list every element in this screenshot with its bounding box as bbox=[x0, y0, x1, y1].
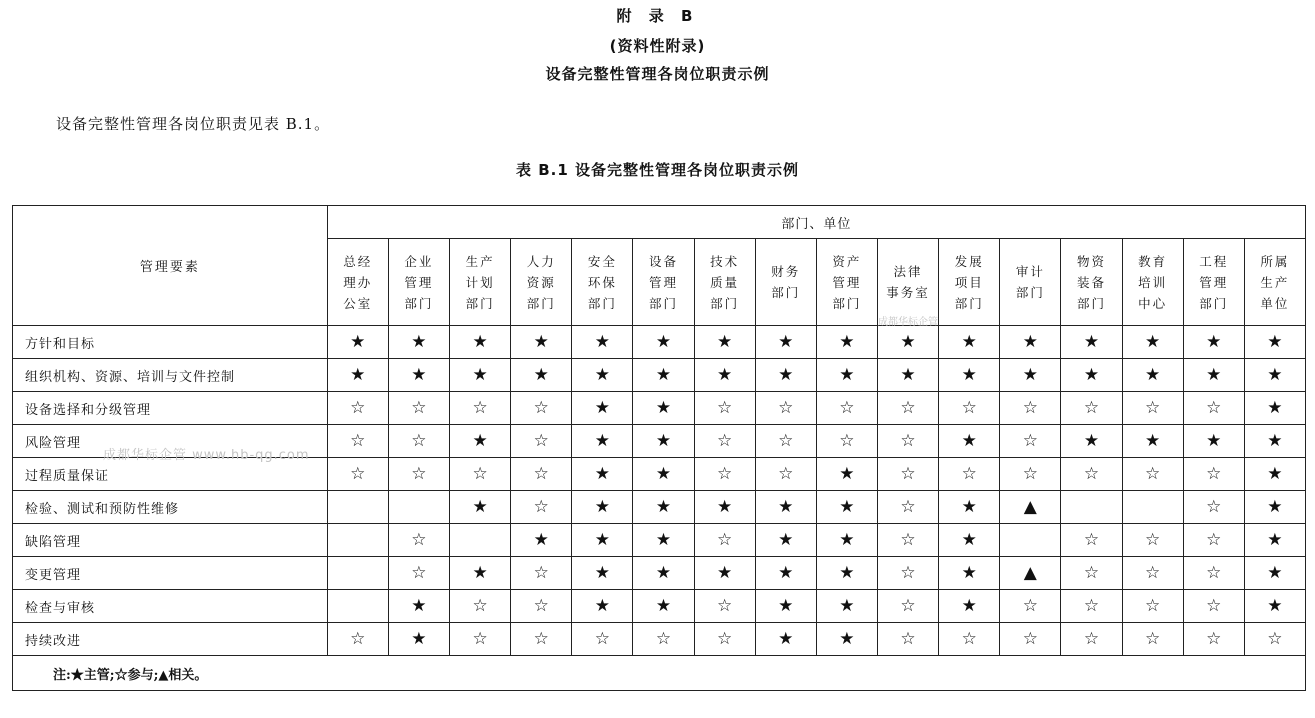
responsibility-cell: ☆ bbox=[1061, 392, 1122, 425]
table-note: 注:★主管;☆参与;▲相关。 bbox=[13, 656, 1306, 691]
responsibility-cell: ★ bbox=[939, 557, 1000, 590]
responsibility-cell: ☆ bbox=[1183, 458, 1244, 491]
responsibility-cell: ★ bbox=[816, 623, 877, 656]
department-header-line: 教育 bbox=[1138, 253, 1168, 269]
responsibility-cell: ☆ bbox=[877, 458, 938, 491]
responsibility-cell: ☆ bbox=[388, 392, 449, 425]
management-element-label: 缺陷管理 bbox=[13, 524, 328, 557]
responsibility-cell: ☆ bbox=[877, 557, 938, 590]
responsibility-cell: ★ bbox=[694, 557, 755, 590]
header-row-group bbox=[13, 206, 1306, 239]
department-header-line: 部门 bbox=[587, 295, 617, 311]
responsibility-cell: ★ bbox=[450, 557, 511, 590]
responsibility-cell: ☆ bbox=[877, 623, 938, 656]
responsibility-cell: ★ bbox=[755, 590, 816, 623]
responsibility-cell: ★ bbox=[572, 590, 633, 623]
responsibility-cell: ★ bbox=[511, 359, 572, 392]
responsibility-cell: ☆ bbox=[694, 623, 755, 656]
responsibility-cell: ☆ bbox=[1061, 524, 1122, 557]
table-row bbox=[13, 458, 1306, 491]
department-header-line: 事务室 bbox=[886, 285, 930, 300]
responsibility-cell: ★ bbox=[816, 359, 877, 392]
department-header-line: 中心 bbox=[1138, 295, 1168, 311]
responsibility-cell: ★ bbox=[939, 524, 1000, 557]
responsibility-cell: ☆ bbox=[450, 458, 511, 491]
department-header-line: 人力 bbox=[526, 253, 556, 269]
responsibility-cell: ★ bbox=[939, 491, 1000, 524]
department-header bbox=[1000, 239, 1061, 326]
department-header-line: 质量 bbox=[710, 274, 740, 290]
responsibility-cell: ★ bbox=[1244, 590, 1305, 623]
management-element-label: 变更管理 bbox=[13, 557, 328, 590]
responsibility-cell bbox=[388, 491, 449, 524]
responsibility-cell: ★ bbox=[388, 326, 449, 359]
department-header bbox=[877, 239, 938, 326]
responsibility-cell: ★ bbox=[633, 425, 694, 458]
responsibility-cell: ☆ bbox=[939, 392, 1000, 425]
table-row bbox=[13, 557, 1306, 590]
department-header-line: 环保 bbox=[587, 274, 617, 290]
responsibility-cell: ☆ bbox=[877, 425, 938, 458]
department-header-line: 单位 bbox=[1260, 295, 1290, 311]
responsibility-cell: ☆ bbox=[1061, 557, 1122, 590]
department-header-line: 部门 bbox=[1076, 295, 1106, 311]
responsibility-cell: ★ bbox=[388, 623, 449, 656]
responsibility-cell: ☆ bbox=[388, 425, 449, 458]
responsibility-cell: ☆ bbox=[755, 458, 816, 491]
responsibility-cell: ★ bbox=[633, 326, 694, 359]
responsibility-cell: ★ bbox=[572, 524, 633, 557]
responsibility-cell: ☆ bbox=[1183, 491, 1244, 524]
responsibility-cell: ★ bbox=[572, 425, 633, 458]
department-header-line: 计划 bbox=[465, 274, 495, 290]
responsibility-cell: ★ bbox=[694, 326, 755, 359]
department-header-line: 培训 bbox=[1138, 274, 1168, 290]
responsibility-cell: ★ bbox=[1244, 524, 1305, 557]
table-row bbox=[13, 392, 1306, 425]
department-header-line: 总经 bbox=[343, 253, 373, 269]
table-row bbox=[13, 524, 1306, 557]
responsibility-cell: ★ bbox=[633, 590, 694, 623]
responsibility-cell: ☆ bbox=[755, 392, 816, 425]
department-header bbox=[327, 239, 388, 326]
department-header bbox=[633, 239, 694, 326]
responsibility-cell: ★ bbox=[1244, 359, 1305, 392]
responsibility-cell: ★ bbox=[939, 326, 1000, 359]
responsibility-cell: ☆ bbox=[511, 392, 572, 425]
department-header-line: 财务 bbox=[771, 264, 801, 279]
responsibility-cell: ★ bbox=[572, 458, 633, 491]
responsibility-cell: ★ bbox=[755, 524, 816, 557]
responsibility-cell: ☆ bbox=[1000, 623, 1061, 656]
table-row bbox=[13, 491, 1306, 524]
responsibility-cell: ☆ bbox=[388, 557, 449, 590]
responsibility-cell: ★ bbox=[1244, 425, 1305, 458]
responsibility-cell: ★ bbox=[755, 491, 816, 524]
responsibility-cell: ★ bbox=[1244, 392, 1305, 425]
responsibility-cell: ★ bbox=[1244, 326, 1305, 359]
responsibility-cell: ★ bbox=[877, 326, 938, 359]
responsibility-cell: ☆ bbox=[1061, 458, 1122, 491]
department-header-line: 资源 bbox=[526, 274, 556, 290]
responsibility-cell: ★ bbox=[939, 590, 1000, 623]
responsibility-cell: ☆ bbox=[877, 491, 938, 524]
responsibility-cell: ☆ bbox=[1122, 524, 1183, 557]
department-header-line: 管理 bbox=[404, 274, 434, 290]
department-header-line: 工程 bbox=[1199, 253, 1229, 269]
department-header-line: 部门 bbox=[526, 295, 556, 311]
responsibility-cell: ★ bbox=[327, 359, 388, 392]
responsibility-cell: ★ bbox=[572, 326, 633, 359]
responsibility-cell: ☆ bbox=[511, 590, 572, 623]
department-header-line: 部门 bbox=[710, 295, 740, 311]
responsibility-cell: ★ bbox=[327, 326, 388, 359]
watermark-text-small: 成都华标企管 bbox=[878, 317, 938, 328]
responsibility-cell: ★ bbox=[511, 524, 572, 557]
responsibility-cell: ☆ bbox=[1122, 623, 1183, 656]
responsibility-cell: ☆ bbox=[694, 425, 755, 458]
appendix-subtitle: (资料性附录) bbox=[609, 37, 706, 55]
responsibility-cell: ★ bbox=[1122, 359, 1183, 392]
management-element-label: 方针和目标 bbox=[13, 326, 328, 359]
department-header-line: 物资 bbox=[1076, 253, 1106, 269]
department-header bbox=[1061, 239, 1122, 326]
responsibility-cell: ★ bbox=[388, 590, 449, 623]
responsibility-cell: ☆ bbox=[877, 524, 938, 557]
management-elements-header: 管理要素 bbox=[13, 206, 328, 326]
department-header-line: 审计 bbox=[1015, 264, 1045, 279]
responsibility-cell: ☆ bbox=[1061, 590, 1122, 623]
responsibility-cell: ☆ bbox=[816, 425, 877, 458]
department-header-line: 企业 bbox=[404, 253, 434, 269]
responsibility-cell: ★ bbox=[1000, 326, 1061, 359]
responsibility-cell: ☆ bbox=[511, 425, 572, 458]
responsibility-cell: ☆ bbox=[450, 590, 511, 623]
responsibility-cell bbox=[1061, 491, 1122, 524]
department-header bbox=[1183, 239, 1244, 326]
watermark-text: 成都华标企管 www.hb-qg.com bbox=[103, 448, 310, 463]
responsibility-cell bbox=[450, 524, 511, 557]
responsibility-cell: ★ bbox=[450, 491, 511, 524]
responsibility-cell: ☆ bbox=[1000, 425, 1061, 458]
department-header-line: 生产 bbox=[1260, 274, 1290, 290]
department-header-line: 所属 bbox=[1260, 253, 1290, 269]
responsibility-cell: ★ bbox=[1244, 491, 1305, 524]
responsibility-cell: ★ bbox=[1000, 359, 1061, 392]
appendix-title: 附 录 B bbox=[616, 7, 699, 25]
responsibility-cell: ☆ bbox=[450, 623, 511, 656]
responsibility-cell: ★ bbox=[572, 491, 633, 524]
responsibility-cell: ▲ bbox=[1000, 491, 1061, 524]
table-row bbox=[13, 326, 1306, 359]
department-header bbox=[1122, 239, 1183, 326]
department-header-line: 管理 bbox=[648, 274, 678, 290]
responsibility-cell: ★ bbox=[633, 392, 694, 425]
department-header-line: 部门 bbox=[1015, 285, 1045, 300]
responsibility-cell: ★ bbox=[572, 557, 633, 590]
departments-group-header: 部门、单位 bbox=[327, 206, 1305, 239]
responsibility-cell: ★ bbox=[633, 524, 694, 557]
responsibility-cell: ☆ bbox=[388, 458, 449, 491]
responsibility-cell: ★ bbox=[1183, 425, 1244, 458]
responsibility-cell: ☆ bbox=[1000, 392, 1061, 425]
management-element-label: 组织机构、资源、培训与文件控制 bbox=[13, 359, 328, 392]
responsibility-cell: ☆ bbox=[1000, 458, 1061, 491]
department-header-line: 安全 bbox=[587, 253, 617, 269]
responsibility-cell: ☆ bbox=[1122, 590, 1183, 623]
department-header-line: 理办 bbox=[343, 274, 373, 290]
intro-text: 设备完整性管理各岗位职责见表 B.1。 bbox=[56, 115, 331, 133]
responsibility-cell: ☆ bbox=[1183, 524, 1244, 557]
management-element-label: 检验、测试和预防性维修 bbox=[13, 491, 328, 524]
responsibility-cell: ☆ bbox=[327, 425, 388, 458]
responsibility-cell bbox=[327, 590, 388, 623]
department-header-line: 部门 bbox=[465, 295, 495, 311]
responsibility-cell: ★ bbox=[388, 359, 449, 392]
responsibility-cell: ☆ bbox=[388, 524, 449, 557]
responsibility-cell: ☆ bbox=[694, 392, 755, 425]
department-header bbox=[694, 239, 755, 326]
responsibility-cell: ☆ bbox=[1183, 557, 1244, 590]
responsibility-cell: ☆ bbox=[511, 458, 572, 491]
department-header bbox=[450, 239, 511, 326]
responsibility-cell: ★ bbox=[633, 359, 694, 392]
department-header-line: 管理 bbox=[832, 274, 862, 290]
department-header-line: 项目 bbox=[954, 274, 984, 290]
responsibility-cell: ☆ bbox=[1000, 590, 1061, 623]
responsibility-cell: ★ bbox=[1183, 326, 1244, 359]
department-header bbox=[388, 239, 449, 326]
department-header-line: 生产 bbox=[465, 253, 495, 269]
responsibility-cell: ★ bbox=[1122, 425, 1183, 458]
department-header-line: 公室 bbox=[343, 295, 373, 311]
responsibility-cell: ☆ bbox=[572, 623, 633, 656]
responsibility-cell: ▲ bbox=[1000, 557, 1061, 590]
department-header-line: 管理 bbox=[1199, 274, 1229, 290]
department-header-line: 部门 bbox=[832, 295, 862, 311]
responsibility-cell: ★ bbox=[755, 623, 816, 656]
responsibility-cell: ☆ bbox=[1122, 557, 1183, 590]
responsibility-cell: ★ bbox=[694, 359, 755, 392]
responsibility-cell: ☆ bbox=[1122, 392, 1183, 425]
responsibility-cell: ★ bbox=[816, 326, 877, 359]
department-header-line: 资产 bbox=[832, 253, 862, 269]
responsibility-cell: ☆ bbox=[450, 392, 511, 425]
department-header-line: 部门 bbox=[1199, 295, 1229, 311]
appendix-heading: 设备完整性管理各岗位职责示例 bbox=[545, 65, 770, 83]
responsibility-cell: ★ bbox=[939, 359, 1000, 392]
department-header bbox=[1244, 239, 1305, 326]
department-header-line: 部门 bbox=[404, 295, 434, 311]
responsibility-cell: ★ bbox=[877, 359, 938, 392]
department-header-line: 技术 bbox=[710, 253, 740, 269]
responsibility-cell: ☆ bbox=[816, 392, 877, 425]
responsibility-cell: ★ bbox=[1061, 326, 1122, 359]
department-header-line: 发展 bbox=[954, 253, 984, 269]
responsibility-cell: ★ bbox=[450, 425, 511, 458]
responsibility-cell: ★ bbox=[816, 557, 877, 590]
department-header bbox=[755, 239, 816, 326]
table-note-row bbox=[13, 656, 1306, 691]
responsibility-cell: ★ bbox=[1183, 359, 1244, 392]
table-row bbox=[13, 623, 1306, 656]
responsibility-cell: ★ bbox=[816, 524, 877, 557]
responsibility-cell: ☆ bbox=[633, 623, 694, 656]
department-header-line: 部门 bbox=[648, 295, 678, 311]
responsibility-cell: ☆ bbox=[694, 590, 755, 623]
responsibility-cell: ☆ bbox=[327, 623, 388, 656]
responsibility-cell: ★ bbox=[1122, 326, 1183, 359]
department-header bbox=[939, 239, 1000, 326]
responsibility-table bbox=[12, 205, 1306, 691]
management-element-label: 持续改进 bbox=[13, 623, 328, 656]
department-header-line: 设备 bbox=[648, 253, 678, 269]
department-header bbox=[572, 239, 633, 326]
table-caption: 表 B.1 设备完整性管理各岗位职责示例 bbox=[515, 161, 799, 179]
management-element-label: 过程质量保证 bbox=[13, 458, 328, 491]
responsibility-cell: ★ bbox=[633, 458, 694, 491]
department-header bbox=[511, 239, 572, 326]
responsibility-cell: ★ bbox=[1061, 425, 1122, 458]
responsibility-cell: ★ bbox=[755, 326, 816, 359]
responsibility-cell: ★ bbox=[633, 491, 694, 524]
responsibility-cell: ☆ bbox=[1183, 392, 1244, 425]
responsibility-cell: ★ bbox=[939, 425, 1000, 458]
responsibility-cell: ☆ bbox=[694, 458, 755, 491]
responsibility-cell: ☆ bbox=[1244, 623, 1305, 656]
responsibility-cell bbox=[327, 524, 388, 557]
responsibility-cell bbox=[1122, 491, 1183, 524]
responsibility-cell: ☆ bbox=[511, 491, 572, 524]
responsibility-cell bbox=[327, 491, 388, 524]
responsibility-cell: ☆ bbox=[511, 557, 572, 590]
table-row bbox=[13, 425, 1306, 458]
responsibility-cell: ★ bbox=[1244, 557, 1305, 590]
responsibility-cell bbox=[1000, 524, 1061, 557]
department-header-line: 部门 bbox=[954, 295, 984, 311]
responsibility-cell: ☆ bbox=[877, 590, 938, 623]
responsibility-cell: ★ bbox=[633, 557, 694, 590]
responsibility-cell: ★ bbox=[511, 326, 572, 359]
responsibility-cell: ☆ bbox=[877, 392, 938, 425]
responsibility-cell: ★ bbox=[450, 326, 511, 359]
responsibility-cell: ☆ bbox=[1183, 590, 1244, 623]
department-header-line: 法律 bbox=[893, 264, 923, 279]
management-element-label: 检查与审核 bbox=[13, 590, 328, 623]
table-row bbox=[13, 359, 1306, 392]
table-row bbox=[13, 590, 1306, 623]
responsibility-cell: ☆ bbox=[327, 392, 388, 425]
responsibility-cell: ★ bbox=[816, 491, 877, 524]
responsibility-cell: ☆ bbox=[327, 458, 388, 491]
management-element-label: 设备选择和分级管理 bbox=[13, 392, 328, 425]
responsibility-cell: ★ bbox=[816, 458, 877, 491]
responsibility-cell: ★ bbox=[694, 491, 755, 524]
responsibility-cell: ★ bbox=[755, 359, 816, 392]
responsibility-cell: ★ bbox=[572, 359, 633, 392]
responsibility-cell: ☆ bbox=[1183, 623, 1244, 656]
responsibility-cell: ☆ bbox=[694, 524, 755, 557]
responsibility-cell: ★ bbox=[1061, 359, 1122, 392]
responsibility-cell: ★ bbox=[572, 392, 633, 425]
responsibility-cell: ★ bbox=[755, 557, 816, 590]
responsibility-cell: ★ bbox=[1244, 458, 1305, 491]
department-header bbox=[816, 239, 877, 326]
management-element-label: 风险管理 bbox=[13, 425, 328, 458]
department-header-line: 装备 bbox=[1076, 274, 1106, 290]
responsibility-cell: ☆ bbox=[1122, 458, 1183, 491]
responsibility-cell: ☆ bbox=[755, 425, 816, 458]
responsibility-cell: ☆ bbox=[511, 623, 572, 656]
responsibility-cell: ★ bbox=[450, 359, 511, 392]
responsibility-cell: ★ bbox=[816, 590, 877, 623]
department-header-line: 部门 bbox=[771, 285, 801, 300]
responsibility-cell: ☆ bbox=[1061, 623, 1122, 656]
responsibility-cell: ☆ bbox=[939, 623, 1000, 656]
responsibility-cell bbox=[327, 557, 388, 590]
responsibility-cell: ☆ bbox=[939, 458, 1000, 491]
